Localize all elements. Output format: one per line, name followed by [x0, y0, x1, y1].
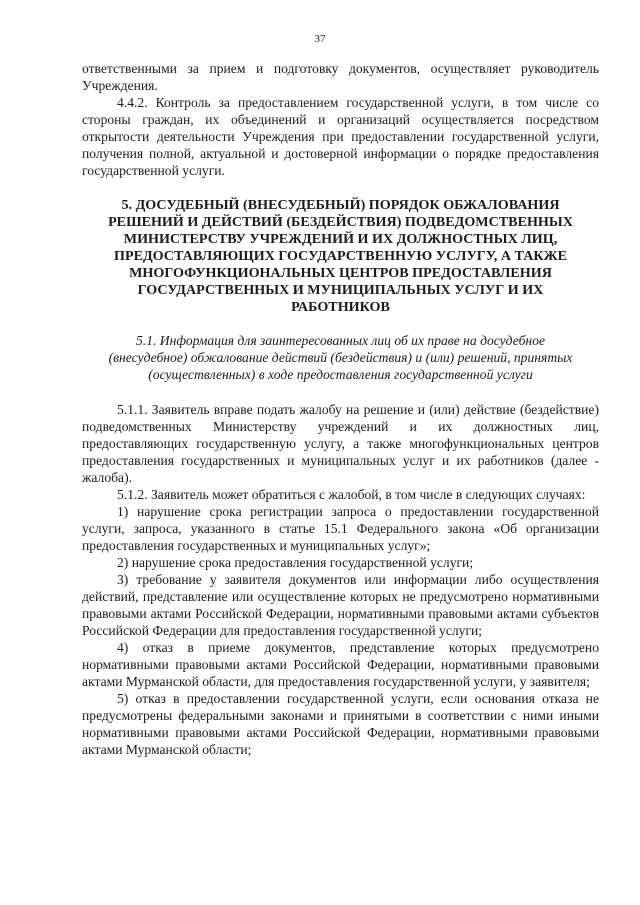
subsection-5-1-title [82, 332, 599, 383]
section-title-line: ГОСУДАРСТВЕННЫХ И МУНИЦИПАЛЬНЫХ УСЛУГ И ИХ [137, 282, 544, 298]
section-title-line: ПРЕДОСТАВЛЯЮЩИХ ГОСУДАРСТВЕННУЮ УСЛУГУ, А ТАКЖЕ [114, 248, 567, 264]
section-title-line: РЕШЕНИЙ И ДЕЙСТВИЙ (БЕЗДЕЙСТВИЯ) ПОДВЕДОМСТВЕННЫХ [108, 214, 573, 230]
case-item-3: 3) требование у заявителя документов или информации либо осуществления действий, представление или осуществление которых не предусмотрено нормативными правовыми актами Российской Федерации, нормативными правовыми актами субъектов Российской Федерации для предоставления государственной услуги; [82, 572, 599, 638]
section-title-line: 5. ДОСУДЕБНЫЙ (ВНЕСУДЕБНЫЙ) ПОРЯДОК ОБЖАЛОВАНИЯ [121, 197, 560, 213]
section-title-line: МИНИСТЕРСТВУ УЧРЕЖДЕНИЙ И ИХ ДОЛЖНОСТНЫХ ЛИЦ, [123, 231, 558, 247]
case-item-4: 4) отказ в приеме документов, представление которых предусмотрено нормативными правовыми актами Российской Федерации, нормативными правовыми актами Мурманской области, для предоставления государственной услуги, у заявителя; [82, 640, 599, 689]
section-title-line: РАБОТНИКОВ [291, 299, 390, 315]
case-item-2: 2) нарушение срока предоставления государственной услуги; [117, 555, 474, 570]
document-body [82, 60, 599, 758]
paragraph-continuation: ответственными за прием и подготовку документов, осуществляет руководитель Учреждения. [82, 61, 599, 93]
case-item-5: 5) отказ в предоставлении государственной услуги, если основания отказа не предусмотрены федеральными законами и принятыми в соответствии с ними иными нормативными правовыми актами Российской Федерации, нормативными правовыми актами Мурманской области; [82, 691, 599, 757]
paragraph-4-4-2: 4.4.2. Контроль за предоставлением государственной услуги, в том числе со стороны граждан, их объединений и организаций осуществляется посредством открытости деятельности Учреждения при предоставлении государственной услуги, получения полной, актуальной и достоверной информации о порядке предоставления государственной услуги. [82, 95, 599, 178]
section-title-line: МНОГОФУНКЦИОНАЛЬНЫХ ЦЕНТРОВ ПРЕДОСТАВЛЕНИЯ [129, 265, 552, 281]
paragraph-5-1-1: 5.1.1. Заявитель вправе подать жалобу на решение и (или) действие (бездействие) подведомственных Министерству учреждений и их должностных лиц, предоставляющих государственную услугу, а также многофункциональных центров предоставления государственных и муниципальных услуг и их работников (далее - жалоба). [82, 402, 599, 485]
section-5-title [82, 197, 599, 316]
paragraph-5-1-2: 5.1.2. Заявитель может обратиться с жалобой, в том числе в следующих случаях: [117, 487, 586, 502]
case-item-1: 1) нарушение срока регистрации запроса о предоставлении государственной услуги, запроса, указанного в статье 15.1 Федерального закона «Об организации предоставления государственных и муниципальных услуг»; [82, 504, 599, 553]
page-number: 37 [314, 33, 326, 45]
subsection-title-line: 5.1. Информация для заинтересованных лиц об их праве на досудебное [136, 333, 545, 348]
subsection-title-line: (внесудебное) обжалование действий (бездействия) и (или) решений, принятых [108, 350, 573, 365]
subsection-title-line: (осуществленных) в ходе предоставления государственной услуги [148, 367, 533, 382]
